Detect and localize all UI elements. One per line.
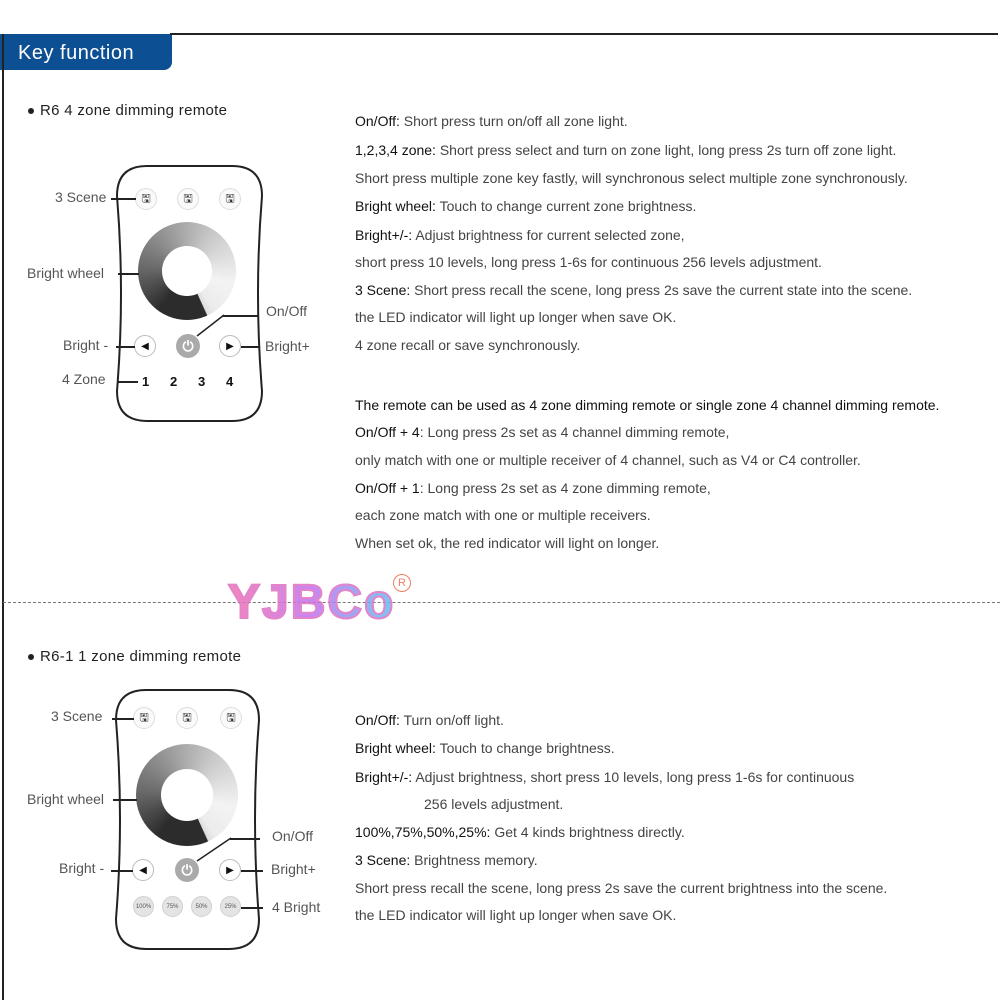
description-line <box>355 768 854 786</box>
description-line <box>355 112 628 130</box>
triangle-left-icon: ◀ <box>139 864 147 876</box>
power-icon: ⏻ <box>182 337 194 354</box>
preset-75-button[interactable]: 75% <box>162 896 183 917</box>
description-line <box>355 906 676 924</box>
description-text: Adjust brightness, short press 10 levels, long press 1-6s for continuous <box>412 769 855 785</box>
description-text: Short press select and turn on zone light, long press 2s turn off zone light. <box>435 142 897 158</box>
description-line <box>355 739 615 757</box>
description-text: 4 zone recall or save synchronously. <box>355 337 581 353</box>
section2-title <box>28 648 241 665</box>
label-3-scene: 3 Scene <box>51 708 103 724</box>
preset-50-button[interactable]: 50% <box>191 896 212 917</box>
description-line <box>355 851 538 869</box>
description-term: 1,2,3,4 zone: <box>355 142 436 158</box>
leader-line <box>230 838 260 840</box>
bullet-icon <box>28 108 34 114</box>
description-line <box>355 336 580 354</box>
description-text: Adjust brightness for current selected zone, <box>412 227 685 243</box>
top-border <box>170 33 998 35</box>
description-text: : Long press 2s set as 4 zone dimming remote, <box>419 480 711 496</box>
leader-line <box>111 870 133 872</box>
description-text: Touch to change current zone brightness. <box>435 198 697 214</box>
scene-button-2[interactable] <box>177 188 199 210</box>
save-icon: 🖫 <box>183 192 193 205</box>
description-text: Short press turn on/off all zone light. <box>399 113 628 129</box>
leader-line <box>112 718 134 720</box>
description-line <box>355 479 711 497</box>
triangle-right-icon: ▶ <box>226 864 234 876</box>
description-line <box>424 795 563 813</box>
label-bright-plus: Bright+ <box>271 861 316 877</box>
description-text: Brightness memory. <box>410 852 538 868</box>
description-text: each zone match with one or multiple receivers. <box>355 507 651 523</box>
brightness-wheel[interactable] <box>136 744 238 846</box>
description-term: Bright+/-: <box>355 227 413 243</box>
description-term: Bright+/-: <box>355 769 413 785</box>
description-term: 3 Scene: <box>355 282 411 298</box>
triangle-right-icon: ▶ <box>226 340 234 352</box>
leader-line <box>118 381 138 383</box>
bright-minus-button[interactable] <box>134 335 156 357</box>
leader-line <box>241 907 263 909</box>
description-text: Short press recall the scene, long press 2s save the current state into the scene. <box>410 282 913 298</box>
description-line <box>355 197 696 215</box>
bright-plus-button[interactable] <box>219 335 241 357</box>
preset-100-button[interactable]: 100% <box>133 896 154 917</box>
leader-line <box>113 799 137 801</box>
save-icon: 🖫 <box>225 192 235 205</box>
left-border <box>2 34 4 1000</box>
description-line <box>355 141 896 159</box>
description-line <box>355 506 651 524</box>
leader-line <box>118 273 139 275</box>
label-bright-minus: Bright - <box>63 337 109 353</box>
label-bright-wheel: Bright wheel <box>27 265 105 281</box>
description-text: Turn on/off light. <box>399 712 504 728</box>
description-term: 3 Scene: <box>355 852 411 868</box>
scene-button-3[interactable] <box>220 707 242 729</box>
leader-line <box>195 837 232 862</box>
description-line <box>355 281 912 299</box>
label-on-off: On/Off <box>272 828 313 844</box>
save-icon: 🖫 <box>139 711 149 724</box>
description-term: On/Off: <box>355 113 400 129</box>
description-line <box>355 879 887 897</box>
triangle-left-icon: ◀ <box>141 340 149 352</box>
description-line <box>355 253 822 271</box>
leader-line <box>241 346 259 348</box>
label-bright-wheel: Bright wheel <box>27 791 105 807</box>
description-term: Bright wheel: <box>355 198 436 214</box>
description-text: the LED indicator will light up longer when save OK. <box>355 907 677 923</box>
bullet-icon <box>28 654 34 660</box>
save-icon: 🖫 <box>182 711 192 724</box>
leader-line <box>223 315 258 317</box>
description-line <box>355 226 685 244</box>
preset-25-button[interactable]: 25% <box>220 896 241 917</box>
description-text: Touch to change brightness. <box>435 740 615 756</box>
description-line <box>355 534 659 552</box>
leader-line <box>111 198 136 200</box>
bright-minus-button[interactable] <box>132 859 154 881</box>
page-title-tab <box>0 34 172 70</box>
scene-button-1[interactable] <box>133 707 155 729</box>
description-line <box>355 823 685 841</box>
page-title: Key function <box>18 42 135 64</box>
description-text: only match with one or multiple receiver of 4 channel, such as V4 or C4 controller. <box>355 452 861 468</box>
label-3-scene: 3 Scene <box>55 189 107 205</box>
section-divider <box>3 602 1000 603</box>
label-bright-plus: Bright+ <box>265 338 310 354</box>
description-text: Get 4 kinds brightness directly. <box>490 824 685 840</box>
description-term: 100%,75%,50%,25%: <box>355 824 491 840</box>
power-icon: ⏻ <box>181 861 193 878</box>
description-term: On/Off + 4 <box>355 424 420 440</box>
description-line <box>355 308 676 326</box>
label-on-off: On/Off <box>266 303 307 319</box>
save-icon: 🖫 <box>141 192 151 205</box>
description-line <box>355 423 729 441</box>
section1-title-text: R6 4 zone dimming remote <box>40 102 228 119</box>
label-bright-minus: Bright - <box>59 860 105 876</box>
description-text: Short press recall the scene, long press 2s save the current brightness into the scene. <box>355 880 888 896</box>
description-text: the LED indicator will light up longer when save OK. <box>355 309 677 325</box>
zone-button-4[interactable]: 4 <box>226 374 234 389</box>
brand-logo: YJBCo <box>228 576 396 629</box>
bright-plus-button[interactable] <box>219 859 241 881</box>
description-line <box>355 169 908 187</box>
label-4-zone: 4 Zone <box>62 371 106 387</box>
scene-button-2[interactable] <box>176 707 198 729</box>
brightness-wheel[interactable] <box>138 222 236 320</box>
description-text: 256 levels adjustment. <box>424 796 564 812</box>
zone-button-3[interactable]: 3 <box>198 374 206 389</box>
section1-title <box>28 102 227 119</box>
description-text: Short press multiple zone key fastly, will synchronous select multiple zone synchronously. <box>355 170 908 186</box>
description-term: On/Off + 1 <box>355 480 420 496</box>
description-line <box>355 711 504 729</box>
description-term: Bright wheel: <box>355 740 436 756</box>
section2-title-text: R6-1 1 zone dimming remote <box>40 648 242 665</box>
description-text: When set ok, the red indicator will light on longer. <box>355 535 660 551</box>
registered-mark: R <box>393 574 411 592</box>
leader-line <box>116 346 135 348</box>
leader-line <box>195 314 225 338</box>
label-4-bright: 4 Bright <box>272 899 321 915</box>
zone-button-1[interactable]: 1 <box>142 374 150 389</box>
scene-button-3[interactable] <box>219 188 241 210</box>
description-line <box>355 451 861 469</box>
description-text: short press 10 levels, long press 1-6s for continuous 256 levels adjustment. <box>355 254 822 270</box>
scene-button-1[interactable] <box>135 188 157 210</box>
description-text: : Long press 2s set as 4 channel dimming remote, <box>419 424 730 440</box>
description-line <box>355 396 939 414</box>
description-term: On/Off: <box>355 712 400 728</box>
save-icon: 🖫 <box>226 711 236 724</box>
zone-button-2[interactable]: 2 <box>170 374 178 389</box>
description-term: The remote can be used as 4 zone dimming remote or single zone 4 channel dimming remote. <box>355 397 940 413</box>
leader-line <box>241 870 263 872</box>
